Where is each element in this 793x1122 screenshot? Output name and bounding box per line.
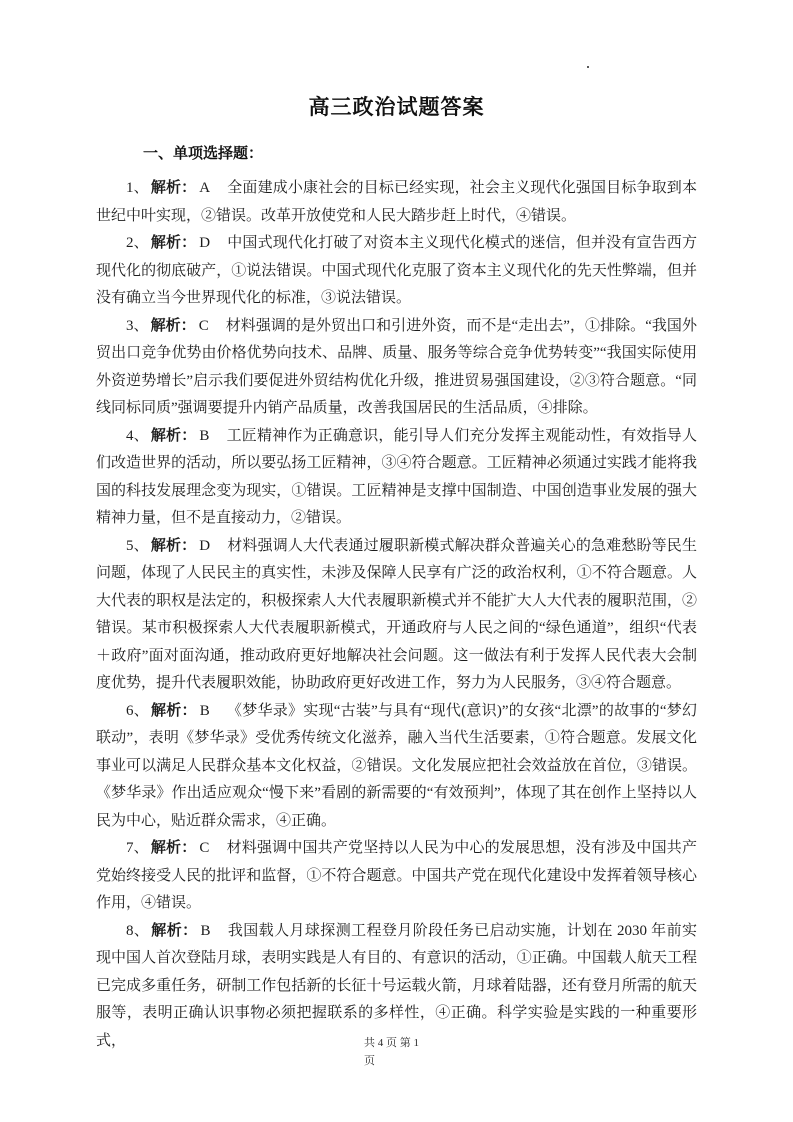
item-text: 材料强调人大代表通过履职新模式解决群众普遍关心的急难愁盼等民生问题，体现了人民民主的真实性，未涉及保障人民享有广泛的政治权利，①不符合题意。人大代表的职权是法定的，积极探索人大代表履职新模式并不能扩大人大代表的履职范围，②错误。某市积极探索人大代表履职新模式，开通政府与人民之间的“绿色通道”，组织“代表＋政府”面对面沟通，推动政府更好地解决社会问题。这一做法有利于发挥人民代表大会制度优势，提升代表履职效能，协助政府更好改进工作，努力为人民服务，③④符合题意。	[96, 537, 697, 691]
item-label: 解析：	[150, 427, 197, 444]
page-footer-line2: 页	[364, 1055, 375, 1067]
document-content	[96, 92, 697, 1055]
item-text: 材料强调的是外贸出口和引进外资，而不是“走出去”，①排除。“我国外贸出口竞争优势由价格优势向技术、品牌、质量、服务等综合竞争优势转变”“我国实际使用外资逆势增长”启示我们要促进外贸结构优化升级，推进贸易强国建设，②③符合题意。“同线同标同质”强调要提升内销产品质量，改善我国居民的生活品质，④排除。	[96, 317, 697, 416]
stray-mark	[587, 66, 589, 68]
item-number: 5、	[126, 537, 149, 554]
answer-item-3	[96, 313, 697, 423]
answers-list	[96, 175, 697, 1055]
item-number: 1、	[126, 180, 149, 196]
item-label: 解析：	[150, 537, 197, 554]
item-label: 解析：	[150, 235, 197, 251]
answer-item-2	[96, 230, 697, 313]
answer-item-4	[96, 423, 697, 533]
item-label: 解析：	[150, 180, 197, 196]
item-answer: B	[200, 922, 211, 939]
item-answer: D	[199, 537, 211, 554]
item-number: 4、	[126, 427, 149, 444]
page-title: 高三政治试题答案	[308, 96, 485, 119]
item-label: 解析：	[151, 922, 198, 939]
item-text: 我国载人月球探测工程登月阶段任务已启动实施，计划在 2030 年前实现中国人首次登陆月球，表明实践是人有目的、有意识的活动，①正确。中国载人航天工程已完成多重任务，研制工作包括新的长征十号运载火箭，月球着陆器，还有登月所需的航天服等，表明正确认识事物必须把握联系的多样性，④正确。科学实验是实践的一种重要形式，	[96, 922, 697, 1049]
answer-item-6	[96, 698, 697, 836]
item-number: 2、	[126, 235, 149, 251]
page-footer-line1: 共 4 页 第 1	[364, 1037, 419, 1049]
item-answer: A	[199, 180, 211, 196]
answer-item-1	[96, 175, 697, 230]
item-text: 材料强调中国共产党坚持以人民为中心的发展思想，没有涉及中国共产党始终接受人民的批评和监督，①不符合题意。中国共产党在现代化建设中发挥着领导核心作用，④错误。	[96, 840, 697, 911]
answer-item-5	[96, 533, 697, 698]
item-text: 中国式现代化打破了对资本主义现代化模式的迷信，但并没有宣告西方现代化的彻底破产，①说法错误。中国式现代化克服了资本主义现代化的先天性弊端，但并没有确立当今世界现代化的标准，③说法错误。	[96, 235, 697, 306]
item-number: 6、	[126, 702, 149, 719]
item-label: 解析：	[151, 702, 197, 719]
page-footer	[364, 1034, 419, 1070]
item-answer: D	[199, 235, 211, 251]
section-heading: 一、单项选择题：	[143, 146, 264, 162]
item-text: 《梦华录》实现“古装”与具有“现代(意识)”的女孩“北漂”的故事的“梦幻联动”，表明《梦华录》受优秀传统文化滋养，融入当代生活要素，①符合题意。发展文化事业可以满足人民群众基本文化权益，②错误。文化发展应把社会效益放在首位，③错误。《梦华录》作出适应观众“慢下来”看剧的新需要的“有效预判”，体现了其在创作上坚持以人民为中心，贴近群众需求，④正确。	[96, 702, 697, 829]
item-label: 解析：	[150, 317, 196, 334]
item-label: 解析：	[150, 840, 197, 856]
item-number: 7、	[126, 840, 149, 856]
item-text: 工匠精神作为正确意识，能引导人们充分发挥主观能动性，有效指导人们改造世界的活动，所以要弘扬工匠精神，③④符合题意。工匠精神必须通过实践才能将我国的科技发展理念变为现实，①错误。工匠精神是支撑中国制造、中国创造事业发展的强大精神力量，但不是直接动力，②错误。	[96, 427, 697, 526]
item-text: 全面建成小康社会的目标已经实现，社会主义现代化强国目标争取到本世纪中叶实现，②错误。改革开放使党和人民大踏步赶上时代，④错误。	[96, 180, 697, 224]
item-answer: B	[199, 702, 210, 719]
item-number: 3、	[126, 317, 149, 334]
answer-item-7	[96, 835, 697, 918]
item-answer: C	[198, 317, 209, 334]
item-answer: C	[199, 840, 210, 856]
item-number: 8、	[126, 922, 150, 939]
item-answer: B	[199, 427, 210, 444]
